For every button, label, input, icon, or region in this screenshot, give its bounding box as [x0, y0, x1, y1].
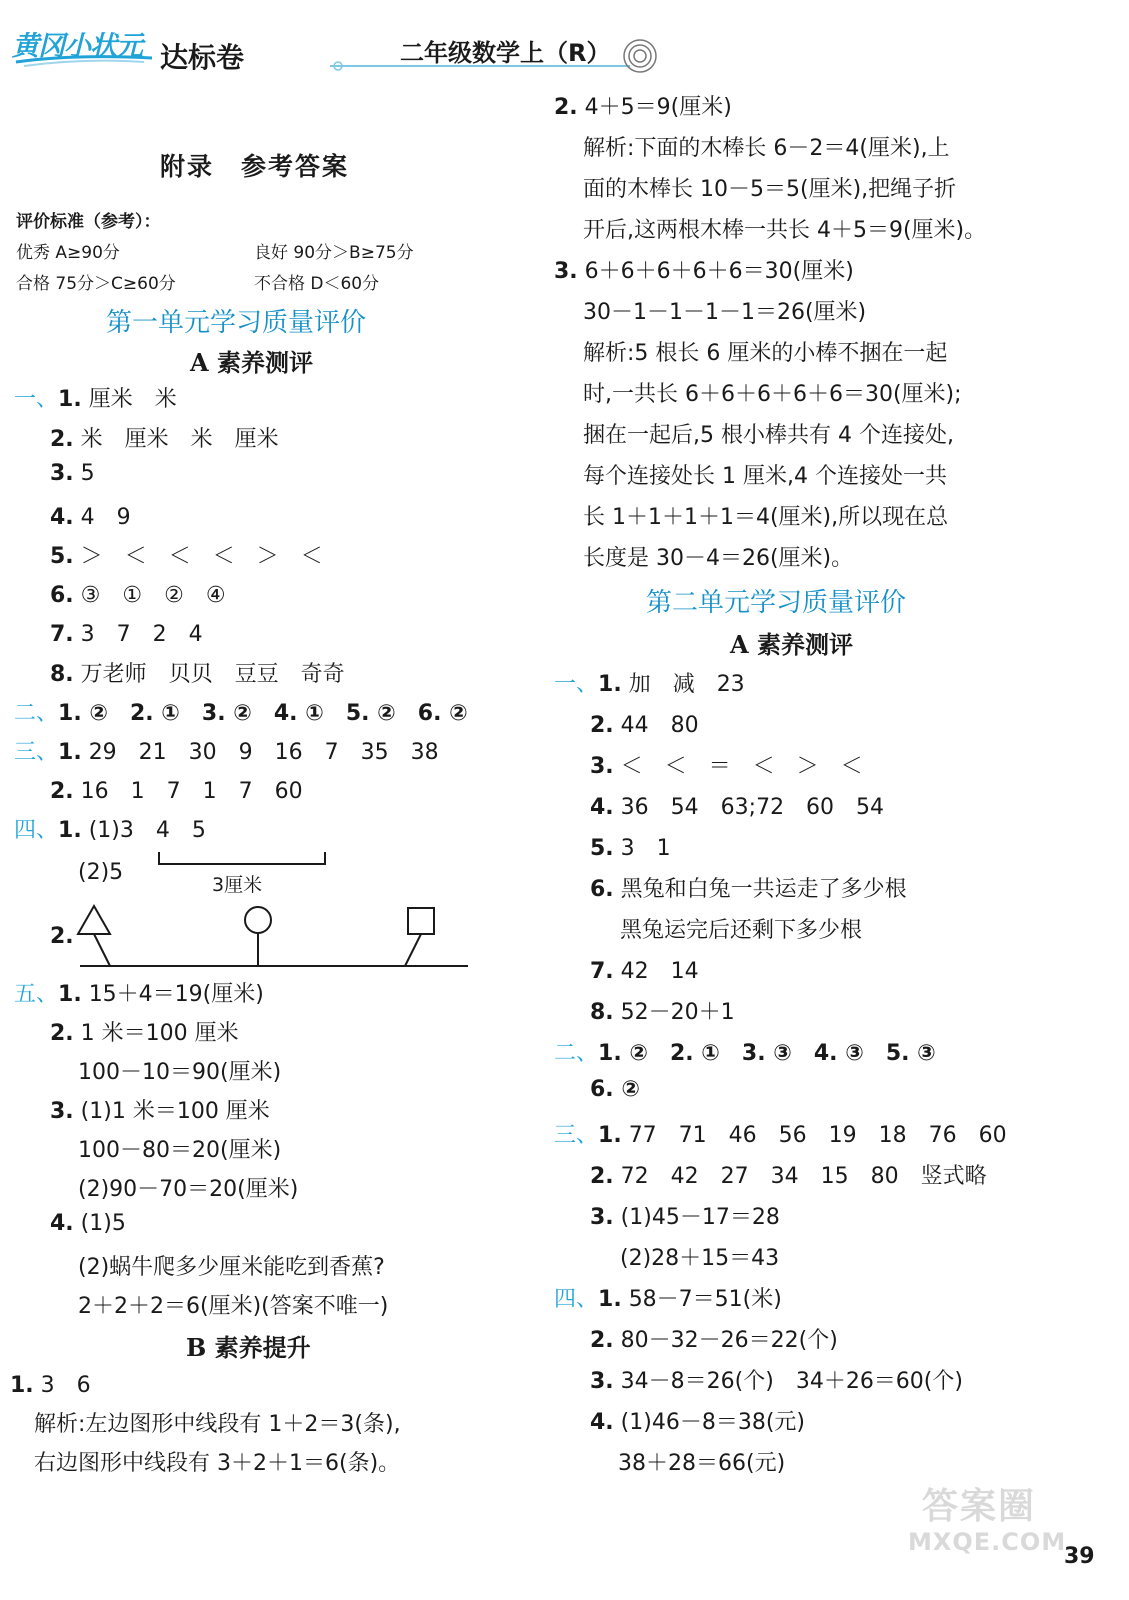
answer-line: 3. (1)1 米＝100 厘米: [50, 1099, 270, 1124]
answer-line: 2. 80－32－26＝22(个): [590, 1328, 838, 1353]
explanation-line: 捆在一起后,5 根小棒共有 4 个连接处,: [583, 423, 954, 448]
answer-line: 4. (1)46－8＝38(元): [590, 1410, 805, 1435]
unit1-a-title: A 素养测评: [190, 348, 313, 377]
spiral-icon: [622, 38, 658, 74]
explanation-line: 解析:5 根长 6 厘米的小棒不捆在一起: [583, 341, 948, 366]
answer-line: 2. 1 米＝100 厘米: [50, 1021, 239, 1046]
answer-line: 100－10＝90(厘米): [78, 1060, 282, 1085]
answer-line: 3. 5: [50, 461, 95, 486]
answer-line: 38＋28＝66(元): [618, 1451, 786, 1476]
answer-line: 5. 3 1: [590, 836, 671, 861]
unit2-title: 第二单元学习质量评价: [646, 588, 907, 618]
b-section-title: B 素养提升: [186, 1333, 311, 1362]
answer-line: 4. 4 9: [50, 505, 131, 530]
triangle-shape: [78, 906, 110, 934]
answer-line: 7. 3 7 2 4: [50, 622, 203, 647]
explanation-line: 右边图形中线段有 3＋2＋1＝6(条)。: [34, 1451, 401, 1476]
answer-line: 30－1－1－1－1＝26(厘米): [583, 300, 867, 325]
answer-line: (2)90－70＝20(厘米): [78, 1177, 299, 1202]
answer-line: 6. ③ ① ② ④: [50, 583, 226, 608]
logo-swoosh: [14, 52, 154, 68]
explanation-line: 长度是 30－4＝26(厘米)。: [583, 546, 854, 571]
answer-line: 五、1. 15＋4＝19(厘米): [14, 982, 264, 1007]
appendix-title: 附录 参考答案: [160, 152, 350, 181]
grade-good: 良好 90分＞B≥75分: [254, 243, 414, 263]
shapes-diagram: [70, 900, 470, 972]
answer-line: 6. 黑兔和白兔一共运走了多少根: [590, 877, 907, 902]
answer-line: 8. 52－20＋1: [590, 1000, 735, 1025]
unit2-a-title: A 素养测评: [730, 630, 853, 659]
header-rule: [330, 58, 630, 72]
answer-line: 3. 6＋6＋6＋6＋6＝30(厘米): [554, 259, 854, 284]
grade-fail: 不合格 D＜60分: [254, 274, 380, 294]
square-shape: [408, 908, 434, 934]
answer-line: 7. 42 14: [590, 959, 699, 984]
brand-logo: 黄冈小状元: [12, 31, 142, 62]
explanation-line: 解析:左边图形中线段有 1＋2＝3(条),: [34, 1412, 401, 1437]
watermark: 答案圈: [922, 1486, 1037, 1527]
answer-line: 100－80＝20(厘米): [78, 1138, 282, 1163]
answer-line: 4. 36 54 63;72 60 54: [590, 795, 885, 820]
circle-shape: [245, 907, 271, 933]
page-number: 39: [1064, 1544, 1095, 1569]
explanation-line: 长 1＋1＋1＋1＝4(厘米),所以现在总: [583, 505, 949, 530]
answer-line: 2＋2＋2＝6(厘米)(答案不唯一): [78, 1294, 389, 1319]
answer-line: 四、1. 58－7＝51(米): [554, 1287, 782, 1312]
answer-line: (2)28＋15＝43: [620, 1246, 780, 1271]
answer-line: 2. 72 42 27 34 15 80 竖式略: [590, 1164, 987, 1189]
measure-bracket: [158, 852, 326, 866]
answer-line: 黑兔运完后还剩下多少根: [620, 918, 863, 943]
answer-line: 三、1. 29 21 30 9 16 7 35 38: [14, 740, 439, 765]
explanation-line: 开后,这两根木棒一共长 4＋5＝9(厘米)。: [583, 218, 987, 243]
grading-heading: 评价标准（参考）：: [16, 212, 161, 232]
grade-excellent: 优秀 A≥90分: [16, 243, 120, 263]
answer-line: 二、1. ② 2. ① 3. ② 4. ① 5. ② 6. ②: [14, 701, 468, 726]
answer-line: 3. 34－8＝26(个) 34＋26＝60(个): [590, 1369, 963, 1394]
answer-line: 2.: [50, 924, 74, 949]
answer-line: 二、1. ② 2. ① 3. ③ 4. ③ 5. ③: [554, 1041, 936, 1066]
unit1-title: 第一单元学习质量评价: [106, 308, 367, 338]
watermark-url: MXQE.COM: [908, 1528, 1067, 1556]
answer-line: 3. ＜ ＜ ＝ ＜ ＞ ＜: [590, 754, 863, 779]
explanation-line: 面的木棒长 10－5＝5(厘米),把绳子折: [583, 177, 957, 202]
answer-line: 2. 44 80: [590, 713, 699, 738]
document-type: 达标卷: [160, 41, 245, 74]
answer-line: 一、1. 加 减 23: [554, 672, 745, 697]
explanation-line: 解析:下面的木棒长 6－2＝4(厘米),上: [583, 136, 950, 161]
answer-line: 四、1. (1)3 4 5: [14, 818, 206, 843]
answer-line: 2. 16 1 7 1 7 60: [50, 779, 303, 804]
header-title: 二年级数学上（R）: [400, 39, 611, 67]
explanation-line: 时,一共长 6＋6＋6＋6＋6＝30(厘米);: [583, 382, 962, 407]
bracket-label: 3厘米: [212, 874, 263, 896]
answer-line: 8. 万老师 贝贝 豆豆 奇奇: [50, 662, 345, 687]
answer-line: 5. ＞ ＜ ＜ ＜ ＞ ＜: [50, 544, 323, 569]
grade-pass: 合格 75分＞C≥60分: [16, 274, 176, 294]
answer-line: 3. (1)45－17＝28: [590, 1205, 780, 1230]
explanation-line: 每个连接处长 1 厘米,4 个连接处一共: [583, 464, 947, 489]
answer-line: (2)蜗牛爬多少厘米能吃到香蕉?: [78, 1255, 385, 1280]
answer-line: 一、1. 厘米 米: [14, 387, 177, 412]
answer-line: 1. 3 6: [10, 1373, 91, 1398]
answer-line: 2. 米 厘米 米 厘米: [50, 427, 279, 452]
answer-line: 6. ②: [590, 1077, 640, 1102]
answer-line: 4. (1)5: [50, 1211, 126, 1236]
answer-line: (2)5: [78, 860, 124, 885]
answer-line: 2. 4＋5＝9(厘米): [554, 95, 732, 120]
answer-line: 三、1. 77 71 46 56 19 18 76 60: [554, 1123, 1007, 1148]
